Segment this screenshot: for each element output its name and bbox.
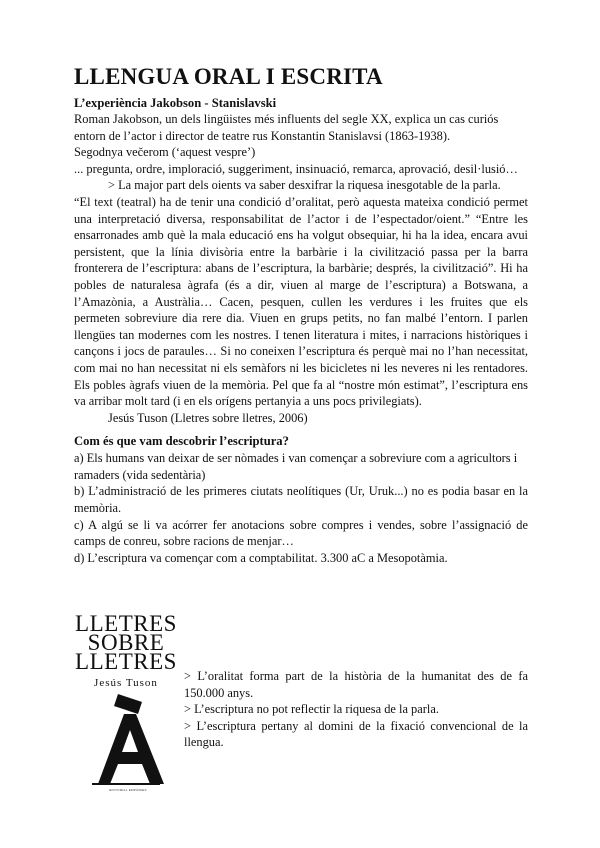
summary-notes bbox=[184, 668, 528, 751]
intro-paragraph: Roman Jakobson, un dels lingüistes més influents del segle XX, explica un cas curiós entorn de l’actor i director de teatre rus Konstantin Stanislavsi (1863-1938). bbox=[74, 112, 499, 143]
document-body bbox=[74, 62, 528, 566]
note-convention: > L’escriptura pertany al domini de la fixació convencional de la llengua. bbox=[184, 718, 528, 750]
discovery-item-c: c) A algú se li va acórrer fer anotacions sobre compres i vendes, sobre l’assignació de camps de conreu, sobre racions de menjar… bbox=[74, 517, 528, 549]
tuson-quote: “El text (teatral) ha de tenir una condició d’oralitat, però aquesta mateixa condició permet una interpretació diversa, responsabilitat de l’actor i de l’espectador/oient.” “Entre les ensarronades amb què la mala educació ens ha volgut obsequiar, hi ha la idea, encara avui persistent, que la línia divisòria entre la barbàrie i la civilització passa per la barra fronterera de l’escriptura: abans de l’escriptura, la barbàrie; després, la civilització”. Hi ha pobles de naturalesa àgrafa (és a dir, viuen al marge de l’escriptura) a Botswana, a l’Amazònia, a Austràlia… Cacen, pesquen, cullen les verdures i les fruites que els permeten sobreviure dia rere dia. Viuen en grups petits, no fan malbé l’entorn. I parlen llengües tan modernes com les nostres. I tenen literatura i mites, i narracions històriques i cançons i jocs de paraules… Si no coneixen l’escriptura és perquè mai no l’han necessitat, com mai no han necessitat ni els semàfors ni les bicicletes ni les neveres ni les rentadores. Els pobles àgrafs viuen de la memòria. Pel que fa al “nostre món estimat”, l’escriptura ens va arribar molt tard (i en els orígens pertanyia a uns pocs privilegiats). bbox=[74, 194, 528, 409]
discovery-item-d: d) L’escriptura va començar com a comptabilitat. 3.300 aC a Mesopotàmia. bbox=[74, 550, 448, 565]
discovery-item-a: a) Els humans van deixar de ser nòmades i van començar a sobreviure com a agricultors i ramaders (vida sedentària) bbox=[74, 451, 518, 482]
section-heading-discovery: Com és que vam descobrir l’escriptura? bbox=[74, 434, 289, 449]
note-orality: > L’oralitat forma part de la història de la humanitat des de fa 150.000 anys. bbox=[184, 669, 528, 700]
page-title: LLENGUA ORAL I ESCRITA bbox=[74, 64, 383, 89]
section-heading-jakobson: L’experiència Jakobson - Stanislavski bbox=[74, 96, 277, 110]
arrow-note: > La major part dels oients va saber desxifrar la riquesa inesgotable de la parla. bbox=[108, 178, 501, 193]
book-cover-image bbox=[74, 611, 178, 800]
book-cover-letter-art bbox=[78, 692, 174, 786]
book-cover-title: LLETRES SOBRE LLETRES bbox=[75, 611, 177, 674]
book-cover-publisher: EDITORIAL EMPÚRIES bbox=[109, 788, 147, 792]
note-richness: > L’escriptura no pot reflectir la riquesa de la parla. bbox=[184, 702, 439, 717]
quote-citation: Jesús Tuson (Lletres sobre lletres, 2006) bbox=[108, 410, 308, 425]
discovery-item-b: b) L’administració de les primeres ciutats neolítiques (Ur, Uruk...) no es podia basar en la memòria. bbox=[74, 484, 528, 516]
book-cover-author: Jesús Tuson bbox=[94, 677, 158, 689]
interpretations-list: ... pregunta, ordre, imploració, suggeriment, insinuació, remarca, aprovació, desil·lusió… bbox=[74, 161, 518, 176]
russian-phrase: Segodnya večerom (‘aquest vespre’) bbox=[74, 145, 256, 160]
